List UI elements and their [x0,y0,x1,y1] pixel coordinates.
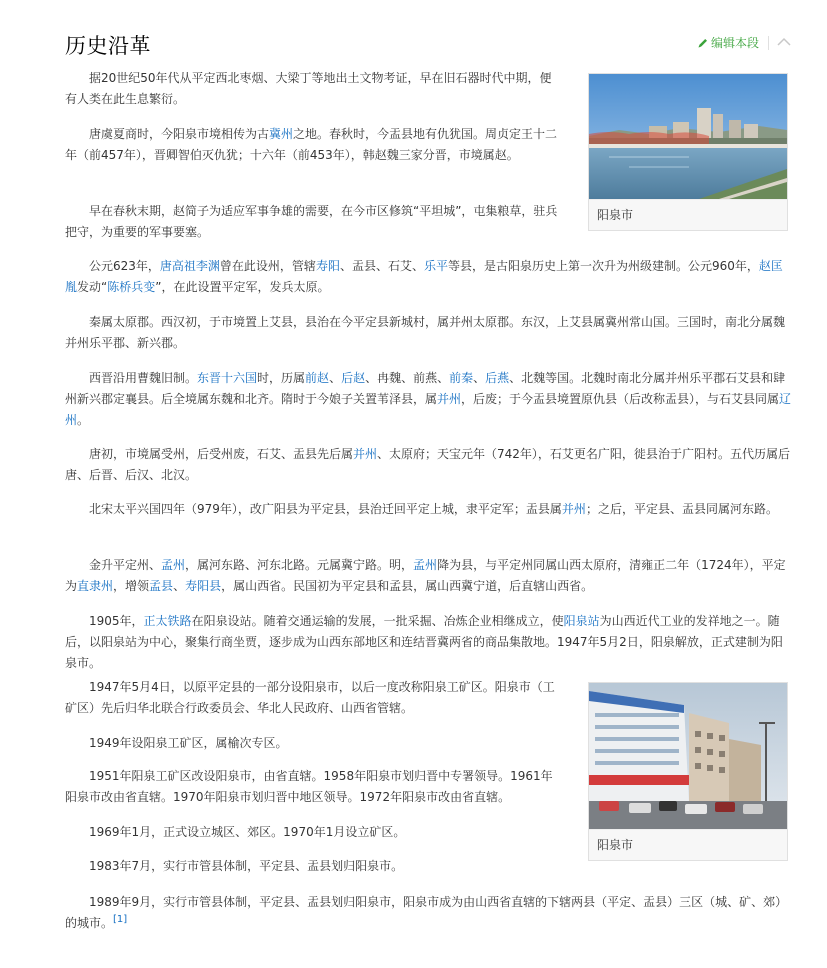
inline-link[interactable]: 并州 [437,392,462,406]
paragraph [65,368,793,431]
paragraph [65,611,793,674]
paragraph-text: 、 [329,371,342,385]
paragraph-text: 公元623年， [89,259,160,273]
reference-link[interactable]: [1] [113,914,128,925]
paragraph [65,733,563,754]
inline-link[interactable]: 并州 [561,502,586,516]
chevron-up-icon[interactable] [776,36,792,48]
inline-link[interactable]: 前赵 [305,371,330,385]
inline-link[interactable]: 乐平 [423,259,448,273]
paragraph-text: ”，在此设置平定军，发兵太原。 [155,280,330,294]
paragraph-text: 据20世纪50年代从平定西北枣烟、大梁丁等地出土文物考证，早在旧石器时代中期，便有人类在此生息繁衍。 [65,71,552,106]
figure-caption: 阳泉市 [589,829,787,860]
paragraph [65,499,793,520]
paragraph [65,677,563,719]
figure-city-river[interactable] [588,73,788,231]
figure-caption: 阳泉市 [589,199,787,230]
paragraph [65,201,563,243]
inline-link[interactable]: 陈桥兵变 [107,280,156,294]
section-title: 历史沿革 [65,34,151,58]
figure-city-street[interactable] [588,682,788,861]
paragraph-text: 1989年9月，实行市管县体制，平定县、盂县划归阳泉市，阳泉市成为由山西省直辖的下辖两县（平定、盂县）三区（城、矿、郊）的城市。 [65,895,788,930]
inline-link[interactable]: 孟县 [149,579,174,593]
title-divider [768,36,769,50]
paragraph-text: 、冉魏、前燕、 [365,371,450,385]
paragraph-text: 唐虞夏商时，今阳泉市境相传为古 [89,127,270,141]
paragraph-text: 1969年1月，正式设立城区、郊区。1970年1月设立矿区。 [89,825,406,839]
paragraph-text: 、盂县、石艾、 [339,259,424,273]
inline-link[interactable]: 冀州 [269,127,294,141]
paragraph [65,766,563,808]
inline-link[interactable]: 后燕 [485,371,510,385]
inline-link[interactable]: 阳泉站 [563,614,600,628]
paragraph-text: 为山西近代工业的发祥地之一。随后，以阳泉站为中心，聚集行商坐贾，逐步成为山西东部地区和连结晋冀两省的商品集散地。1947年5月2日，阳泉解放，正式建制为阳泉市。 [65,614,783,670]
inline-link[interactable]: 并州 [353,447,378,461]
paragraph-text: ，属河东路、河东北路。元属冀宁路。明， [185,558,414,572]
inline-link[interactable]: 东晋十六国 [197,371,258,385]
paragraph-text: 西晋沿用曹魏旧制。 [89,371,198,385]
paragraph [65,256,793,298]
inline-link[interactable]: 辽州 [65,392,792,427]
inline-link[interactable]: 孟州 [413,558,438,572]
paragraph-text: 、 [173,579,186,593]
inline-link[interactable]: 唐高祖李渊 [159,259,220,273]
paragraph-text: 北宋太平兴国四年（979年），改广阳县为平定县，县治迁回平定上城，隶平定军；盂县属 [89,502,562,516]
inline-link[interactable]: 直隶州 [77,579,114,593]
paragraph-text: 1951年阳泉工矿区改设阳泉市，由省直辖。1958年阳泉市划归晋中专署领导。1961年阳泉市改由省直辖。1970年阳泉市划归晋中地区领导。1972年阳泉市改由省直辖。 [65,769,553,804]
paragraph-text: ，后废；于今盂县境置原仇县（后改称盂县），与石艾县同属 [461,392,780,406]
paragraph-text: 1947年5月4日，以原平定县的一部分设阳泉市，以后一度改称阳泉工矿区。阳泉市（工矿区）先后归华北联合行政委员会、华北人民政府、山西省管辖。 [65,680,555,715]
paragraph-text: 、北魏等国。北魏时南北分属并州乐平郡石艾县和肆州新兴郡定襄县。后全境属东魏和北齐。隋时于今娘子关置苇泽县，属 [65,371,786,406]
paragraph-text: 秦属太原郡。西汉初，于市境置上艾县，县治在今平定县新城村，属并州太原郡。东汉，上艾县属冀州常山国。三国时，南北分属魏并州乐平郡、新兴郡。 [65,315,786,350]
paragraph [65,312,793,354]
paragraph-text: 。 [77,413,90,427]
paragraph-text: 1983年7月，实行市管县体制，平定县、盂县划归阳泉市。 [89,859,404,873]
pencil-icon [697,37,709,49]
paragraph [65,444,793,486]
paragraph-text: 1949年设阳泉工矿区，属榆次专区。 [89,736,288,750]
paragraph-text: 在阳泉设站。随着交通运输的发展，一批采掘、冶炼企业相继成立，使 [191,614,564,628]
edit-section-button[interactable] [697,34,759,51]
paragraph-text: 、 [473,371,486,385]
paragraph-text: 时，历属 [257,371,306,385]
paragraph [65,124,563,166]
paragraph-text: 等县，是古阳泉历史上第一次升为州级建制。公元960年， [447,259,759,273]
paragraph [65,856,563,877]
edit-section-label: 编辑本段 [711,36,760,50]
paragraph-text: 之地。春秋时，今盂县地有仇犹国。周贞定王十二年（前457年），晋卿智伯灭仇犹；十六年（前453年），韩赵魏三家分晋，市境属赵。 [65,127,558,162]
paragraph [65,555,793,597]
paragraph [65,68,563,110]
paragraph-text: 、太原府；天宝元年（742年），石艾更名广阳，徙县治于广阳村。五代历属后唐、后晋、后汉、北汉。 [65,447,790,482]
paragraph-text: 发动“ [77,280,108,294]
paragraph [65,892,793,934]
paragraph-text: 早在春秋末期，赵简子为适应军事争雄的需要，在今市区修筑“平坦城”，屯集粮草，驻兵把守，为重要的军事要塞。 [65,204,558,239]
paragraph-text: 金升平定州、 [89,558,162,572]
paragraph [65,822,563,843]
paragraph-text: 1905年， [89,614,144,628]
paragraph-text: ，属山西省。民国初为平定县和孟县，属山西冀宁道，后直辖山西省。 [221,579,594,593]
inline-link[interactable]: 孟州 [161,558,186,572]
inline-link[interactable]: 寿阳 [315,259,340,273]
inline-link[interactable]: 前秦 [449,371,474,385]
city-river-photo[interactable] [589,74,787,199]
inline-link[interactable]: 后赵 [341,371,366,385]
inline-link[interactable]: 赵匡胤 [65,259,783,294]
paragraph-text: 曾在此设州，管辖 [219,259,316,273]
paragraph-text: 唐初，市境属受州，后受州废，石艾、盂县先后属 [89,447,354,461]
paragraph-text: 降为县，与平定州同属山西太原府，清雍正二年（1724年），平定为 [65,558,786,593]
inline-link[interactable]: 正太铁路 [143,614,192,628]
paragraph-text: ；之后，平定县、盂县同属河东路。 [585,502,778,516]
paragraph-text: ，增领 [113,579,150,593]
city-street-photo[interactable] [589,683,787,829]
inline-link[interactable]: 寿阳县 [185,579,222,593]
